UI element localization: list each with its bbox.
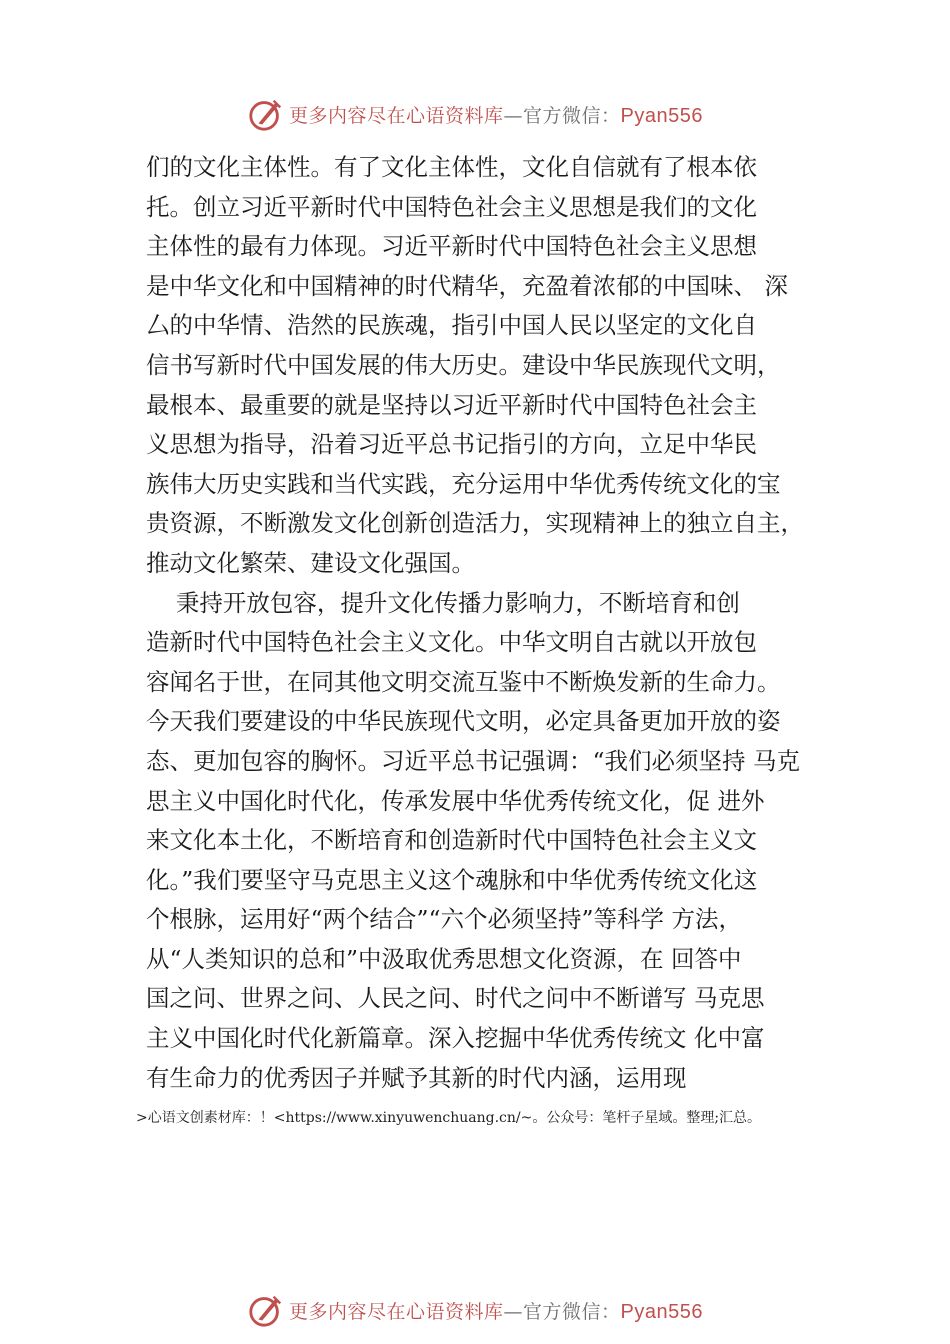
body-line: 托。创立习近平新时代中国特色社会主义思想是我们的文化 [146,192,757,221]
banner-dash: — [503,104,524,127]
banner-brand: 更多内容尽在心语资料库 [289,1300,504,1323]
body-line: 个根脉，运用好“两个结合”“六个必须坚持”等科学 方法， [146,905,743,934]
footer-banner [0,1290,950,1330]
quill-pen-circle-icon [247,1291,285,1329]
banner-wechat-label: 官方微信： [523,1300,621,1323]
body-line: 贵资源，不断激发文化创新创造活力，实现精神上的独立自主， [146,509,804,538]
body-line: 来文化本土化，不断培育和创造新时代中国特色社会主义文 [146,826,757,855]
body-line: 义思想为指导，沿着习近平总书记指引的方向，立足中华民 [146,430,757,459]
body-line: 秉持开放包容，提升文化传播力影响力，不断培育和创 [146,588,740,617]
header-banner [0,94,950,134]
body-line: 今天我们要建设的中华民族现代文明，必定具备更加开放的姿 [146,707,781,736]
banner-dash: — [503,1300,524,1323]
footnote: >心语文创素材库：！<https://www.xinyuwenchuang.cn/~。公众号：笔杆子星域。整理;汇总。 [136,1110,762,1126]
body-line: 从“人类知识的总和”中汲取优秀思想文化资源，在 回答中 [146,944,742,973]
banner-wechat-label: 官方微信： [523,104,621,127]
body-line: 容闻名于世，在同其他文明交流互鉴中不断焕发新的生命力。 [146,667,781,696]
body-line: 造新时代中国特色社会主义文化。中华文明自古就以开放包 [146,628,757,657]
body-line: 是中华文化和中国精神的时代精华，充盈着浓郁的中国味、 深 [146,271,788,300]
banner-text [289,1297,703,1324]
body-line: 态、更加包容的胸怀。习近平总书记强调：“我们必须坚持 马克 [146,746,800,775]
body-line: 们的文化主体性。有了文化主体性，文化自信就有了根本依 [146,153,757,181]
body-line: 厶的中华情、浩然的民族魂，指引中国人民以坚定的文化自 [146,311,757,340]
banner-wechat-id: Pyan556 [620,104,703,127]
body-line: 主义中国化时代化新篇章。深入挖掘中华优秀传统文 化中富 [146,1024,765,1053]
banner-brand: 更多内容尽在心语资料库 [289,104,504,127]
body-line: 主体性的最有力体现。习近平新时代中国特色社会主义思想 [146,232,757,261]
body-line: 化。”我们要坚守马克思主义这个魂脉和中华优秀传统文化这 [146,865,758,894]
body-text [146,148,826,1098]
banner-text [289,101,703,128]
body-line: 族伟大历史实践和当代实践，充分运用中华优秀传统文化的宝 [146,469,781,498]
banner-wechat-id: Pyan556 [620,1300,703,1323]
body-line: 信书写新时代中国发展的伟大历史。建设中华民族现代文明， [146,350,781,379]
body-line: 国之问、世界之问、人民之问、时代之问中不断谱写 马克思 [146,984,765,1013]
body-line: 有生命力的优秀因子并赋予其新的时代内涵，运用现 [146,1063,687,1092]
quill-pen-circle-icon [247,95,285,133]
body-line: 思主义中国化时代化，传承发展中华优秀传统文化，促 进外 [146,786,765,815]
body-line: 推动文化繁荣、建设文化强国。 [146,548,475,577]
body-line: 最根本、最重要的就是坚持以习近平新时代中国特色社会主 [146,390,757,419]
